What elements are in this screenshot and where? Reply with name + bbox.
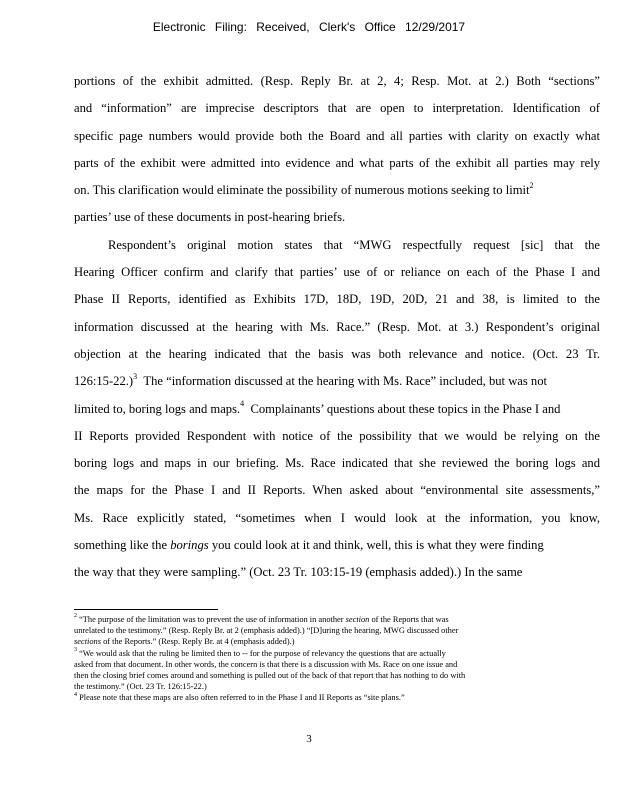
body-line: specific page numbers would provide both the Board and all parties with clarity on exactly what: [74, 128, 600, 143]
filing-header: Electronic Filing: Received, Clerk's Office 12/29/2017: [152, 20, 466, 34]
footnote-2: $^2$ “The purpose of the limitation was to prevent the use of information in another section of the Reports that was unrelated to the testimony.” (Resp. Reply Br. at 2 (emphasis added).) “[D]uring the hearing, MWG discussed other sections of the Reports.” (Resp. Reply Br. at 4 (emphasis added).): [74, 613, 459, 647]
body-line: Respondent’s original motion states that “MWG respectfully request [sic] that the: [108, 237, 600, 252]
footnote-4: $^4$ Please note that these maps are also often referred to in the Phase I and II Reports as “site plans.”: [74, 691, 405, 703]
footnote-3: $^3$ “We would ask that the ruling be limited then to -- for the purpose of relevancy the questions that are actually asked from that document. In other words, the concern is that there is a discussion with Ms. Race on one issue and then the closing brief comes around and something is pulled out of the back of that report that has nothing to do with the testimony.” (Oct. 23 Tr. 126:15-22.): [74, 646, 466, 692]
body-line: limited to, boring logs and maps.$^4$ Complainants’ questions about these topics in the Phase I and: [74, 399, 561, 416]
body-line: something like the borings you could look at it and think, well, this is what they were finding: [74, 538, 544, 553]
body-line: the way that they were sampling.” (Oct. 23 Tr. 103:15-19 (emphasis added).) In the same: [74, 565, 523, 580]
body-line: objection at the hearing indicated that the basis was both relevance and notice. (Oct. 23 Tr.: [74, 346, 600, 361]
footnote-separator: [74, 609, 218, 610]
body-line: parties’ use of these documents in post-hearing briefs.: [74, 210, 346, 225]
body-line: Hearing Officer confirm and clarify that parties’ use of or reliance on each of the Phase I and: [74, 265, 600, 280]
footnotes: [74, 614, 600, 704]
body-line: boring logs and maps in our briefing. Ms. Race indicated that she reviewed the boring logs and: [74, 456, 600, 471]
body-line: information discussed at the hearing with Ms. Race.” (Resp. Mot. at 3.) Respondent’s original: [74, 319, 600, 334]
body-line: II Reports provided Respondent with notice of the possibility that we would be relying on the: [74, 428, 600, 443]
emphasis-borings: borings: [170, 538, 209, 553]
body-line: and “information” are imprecise descriptors that are open to interpretation. Identification of: [74, 101, 600, 116]
footnote-ref-4: 4: [240, 399, 245, 409]
footnote-ref-3: 3: [133, 372, 138, 382]
body-line: 126:15-22.)$^3$ The “information discussed at the hearing with Ms. Race” included, but was not: [74, 372, 548, 389]
footnote-ref-2: 2: [529, 181, 534, 190]
body-line: Ms. Race explicitly stated, “sometimes when I would look at the information, you know,: [74, 510, 600, 525]
body-line: parts of the exhibit were admitted into evidence and what parts of the exhibit all parties may rely: [74, 155, 600, 170]
body-line: portions of the exhibit admitted. (Resp. Reply Br. at 2, 4; Resp. Mot. at 2.) Both “sections”: [74, 74, 600, 88]
page-number: 3: [306, 733, 312, 745]
body-text: [74, 68, 600, 587]
body-line: the maps for the Phase I and II Reports. When asked about “environmental site assessments,”: [74, 483, 600, 498]
body-line: Phase II Reports, identified as Exhibits 17D, 18D, 19D, 20D, 21 and 38, is limited to the: [74, 292, 600, 307]
body-line: on. This clarification would eliminate the possibility of numerous motions seeking to limit$^2$: [74, 181, 534, 198]
